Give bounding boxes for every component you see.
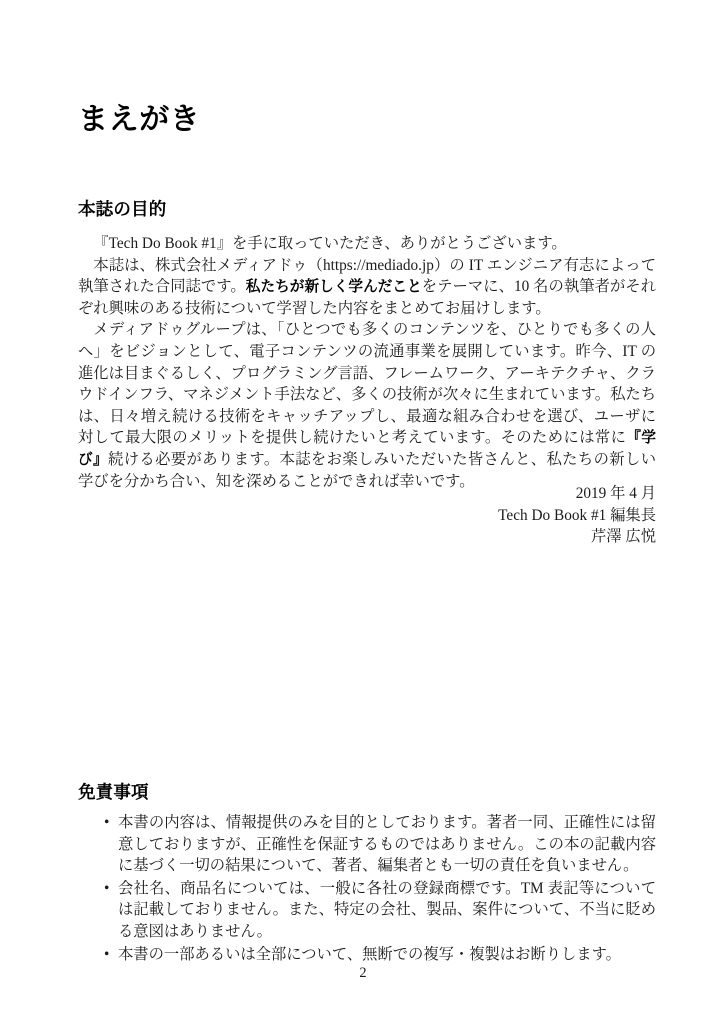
- paragraph-run: 『Tech Do Book #1』を手に取っていただき、ありがとうございます。: [93, 235, 567, 252]
- paragraph-vision: [78, 319, 656, 492]
- disclaimer-list: [78, 812, 656, 966]
- paragraph-run: をテーマに、10 名の執筆者がそれぞれ興味のある技術について学習した内容をまとめてお届けします。: [78, 278, 656, 317]
- signature-role: Tech Do Book #1 編集長: [498, 506, 656, 524]
- list-item-text: 本書の内容は、情報提供のみを目的としております。著者一同、正確性には留意しておりますが、正確性を保証するものではありません。この本の記載内容に基づく一切の結果について、著者、編集者とも一切の責任を負いません。: [118, 814, 656, 875]
- signature-name: 芹澤 広悦: [590, 528, 656, 546]
- bullet-icon: •: [104, 945, 110, 963]
- list-item-text: 会社名、商品名については、一般に各社の登録商標です。TM 表記等については記載しておりません。また、特定の会社、製品、案件について、不当に貶める意図はありません。: [118, 879, 656, 940]
- list-item: [78, 812, 656, 877]
- bullet-icon: •: [104, 814, 110, 831]
- signature-block: [78, 483, 656, 548]
- section-heading-disclaimer: 免責事項: [78, 783, 149, 803]
- paragraph-run: 本誌は、株式会社メディアドゥ（https://mediado.jp）の IT エンジニア有志によって執筆された合同誌です。: [78, 256, 656, 296]
- body-text-block: [78, 233, 656, 492]
- paragraph-intro: [78, 233, 656, 255]
- paragraph-run-emphasis: 『学び』: [78, 429, 656, 468]
- bullet-icon: •: [104, 879, 110, 897]
- paragraph-run: メディアドゥグループは、「ひとつでも多くのコンテンツを、ひとりでも多くの人へ」をビジョンとして、電子コンテンツの流通事業を展開しています。昨今、IT の進化は目まぐるしく、プログラミング言語、フレームワーク、アーキテクチャ、クラウドインフラ、マネジメント手法など、多くの技術が次々に生まれています。私たちは、日々増え続ける技術をキャッチアップし、最適な組み合わせを選び、ユーザに対して最大限のメリットを提供し続けたいと考えています。そのためには常に: [78, 321, 656, 447]
- page-number: 2: [359, 965, 367, 981]
- list-item: [78, 944, 656, 966]
- paragraph-run-emphasis: 私たちが新しく学んだこと: [245, 278, 422, 296]
- paragraph-run: 続ける必要があります。本誌をお楽しみいただいた皆さんと、私たちの新しい学びを分かち合い、知を深めることができれば幸いです。: [78, 450, 656, 490]
- list-item: [78, 878, 656, 943]
- signature-date: 2019 年 4 月: [575, 485, 656, 502]
- paragraph-about: [78, 255, 656, 320]
- page-title: まえがき: [78, 102, 201, 137]
- list-item-text: 本書の一部あるいは全部について、無断での複写・複製はお断りします。: [118, 945, 621, 963]
- section-heading-purpose: 本誌の目的: [78, 200, 167, 220]
